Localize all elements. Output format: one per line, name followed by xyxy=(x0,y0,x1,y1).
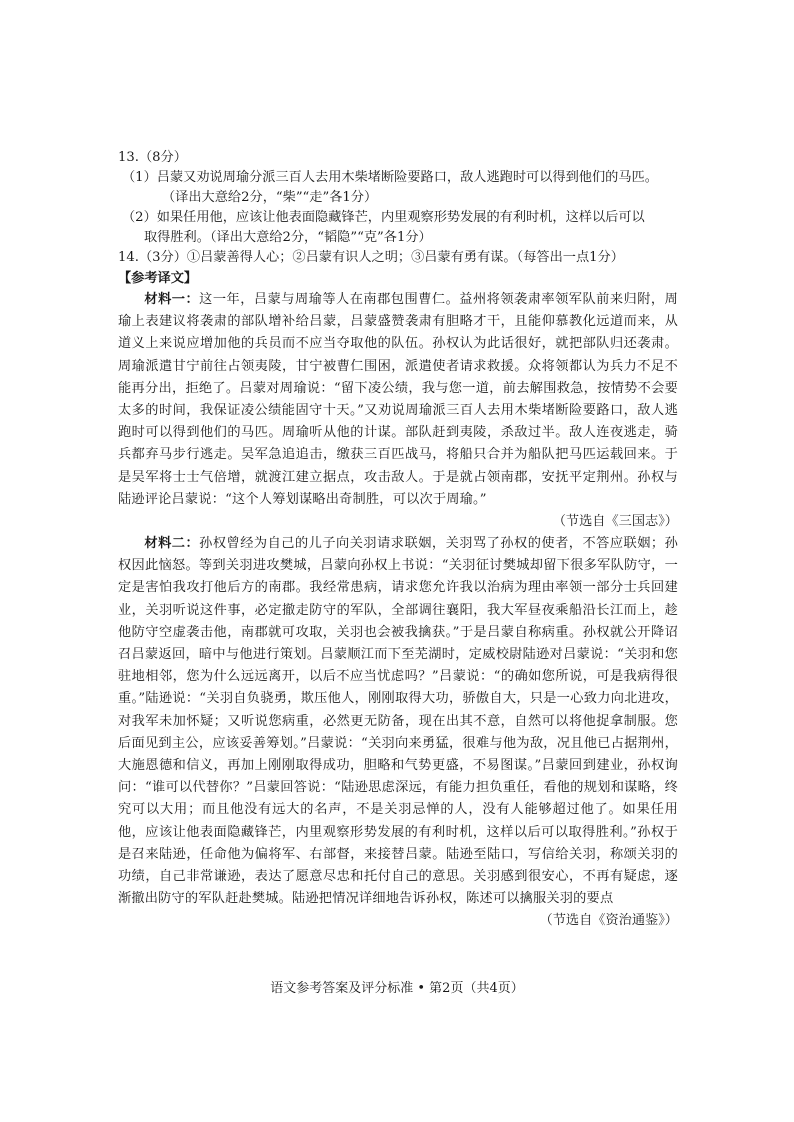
answer-page-content xyxy=(118,148,678,932)
q14-answer: 14.（3分）①吕蒙善得人心；②吕蒙有识人之明；③吕蒙有勇有谋。（每答出一点1分） xyxy=(118,250,624,265)
q13-header: 13.（8分） xyxy=(118,150,187,165)
reference-translation-heading: 【参考译文】 xyxy=(118,271,198,286)
material1-label: 材料一： xyxy=(144,292,200,307)
material2-source: （节选自《资治通鉴》） xyxy=(539,913,678,929)
material1-paragraph xyxy=(118,289,678,511)
material2-text: 孙权曾经为自己的儿子向关羽请求联姻，关羽骂了孙权的使者，不答应联姻；孙权因此恼怒。等到关羽进攻樊城，吕蒙向孙权上书说：“关羽征讨樊城却留下很多军队防守，一定是害怕我攻打他后方的南郡。我经常患病，请求您允许我以治病为理由率领一部分士兵回建业，关羽听说这件事，必定撤走防守的军队，全部调往襄阳，我大军昼夜乘船沿长江而上，趁他防守空虚袭击他，南郡就可攻取，关羽也会被我擒获。”于是吕蒙自称病重。孙权就公开降诏召吕蒙返回，暗中与他进行策划。吕蒙顺江而下至芜湖时，定威校尉陆逊对吕蒙说：“关羽和您驻地相邻，您为什么远远离开，以后不应当忧虑吗？”吕蒙说：“的确如您所说，可是我病得很重。”陆逊说：“关羽自负骁勇，欺压他人，刚刚取得大功，骄傲自大，只是一心致力向北进攻，对我军未加怀疑；又听说您病重，必然更无防备，现在出其不意，自然可以将他捉拿制服。您后面见到主公，应该妥善筹划。”吕蒙说：“关羽向来勇猛，很难与他为敌，况且他已占据荆州，大施恩德和信义，再加上刚刚取得成功，胆略和气势更盛，不易图谋。”吕蒙回到建业，孙权询问：“谁可以代替你？”吕蒙回答说：“陆逊思虑深远，有能力担负重任，看他的规划和谋略，终究可以大用；而且他没有远大的名声，不是关羽忌惮的人，没有人能够超过他了。如果任用他，应该让他表面隐藏锋芒，内里观察形势发展的有利时机，这样以后可以取得胜利。”孙权于是召来陆逊，任命他为偏将军、右部督，来接替吕蒙。陆逊至陆口，写信给关羽，称颂关羽的功绩，自己非常谦逊，表达了愿意尽忠和托付自己的意思。关羽感到很安心，不再有疑虑，逐渐撤出防守的军队赶赴樊城。陆逊把情况详细地告诉孙权，陈述可以擒服关羽的要点 xyxy=(118,536,678,907)
material2-paragraph xyxy=(118,533,678,910)
page-footer: 语文参考答案及评分标准 • 第2页（共4页） xyxy=(270,981,524,996)
material1-source: （节选自《三国志》） xyxy=(552,514,678,530)
material1-text: 这一年，吕蒙与周瑜等人在南郡包围曹仁。益州将领袭肃率领军队前来归附，周瑜上表建议将袭肃的部队增补给吕蒙，吕蒙盛赞袭肃有胆略才干，且能仰慕教化远道而来，从道义上来说应增加他的兵员而不应当夺取他的队伍。孙权认为此话很好，就把部队归还袭肃。周瑜派遣甘宁前往占领夷陵，甘宁被曹仁围困，派遣使者请求救援。众将领都认为兵力不足不能再分出，拒绝了。吕蒙对周瑜说：“留下凌公绩，我与您一道，前去解围救急，按情势不会要太多的时间，我保证凌公绩能固守十天。”又劝说周瑜派三百人去用木柴堵断险要路口，敌人逃跑时可以得到他们的马匹。周瑜听从他的计谋。部队赶到夷陵，杀敌过半。敌人连夜逃走，骑兵都弃马步行逃走。吴军急追追击，缴获三百匹战马，将船只合并为船队把马匹运载回来。于是吴军将士士气倍增，就渡江建立据点，攻击敌人。于是就占领南郡，安抚平定荆州。孙权与陆逊评论吕蒙说：“这个人筹划谋略出奇制胜，可以次于周瑜。” xyxy=(118,292,678,507)
material2-label: 材料二： xyxy=(144,536,200,552)
q13-item1-line2: （译出大意给2分，“柴”“走”各1分） xyxy=(162,190,378,205)
q13-item2-line2: 取得胜利。（译出大意给2分，“韬隐”“克”各1分） xyxy=(144,230,432,245)
q13-item2-line1: （2）如果任用他，应该让他表面隐藏锋芒，内里观察形势发展的有利时机，这样以后可以 xyxy=(122,210,645,225)
q13-item1-line1: （1）吕蒙又劝说周瑜分派三百人去用木柴堵断险要路口，敌人逃跑时可以得到他们的马匹。 xyxy=(122,170,658,185)
